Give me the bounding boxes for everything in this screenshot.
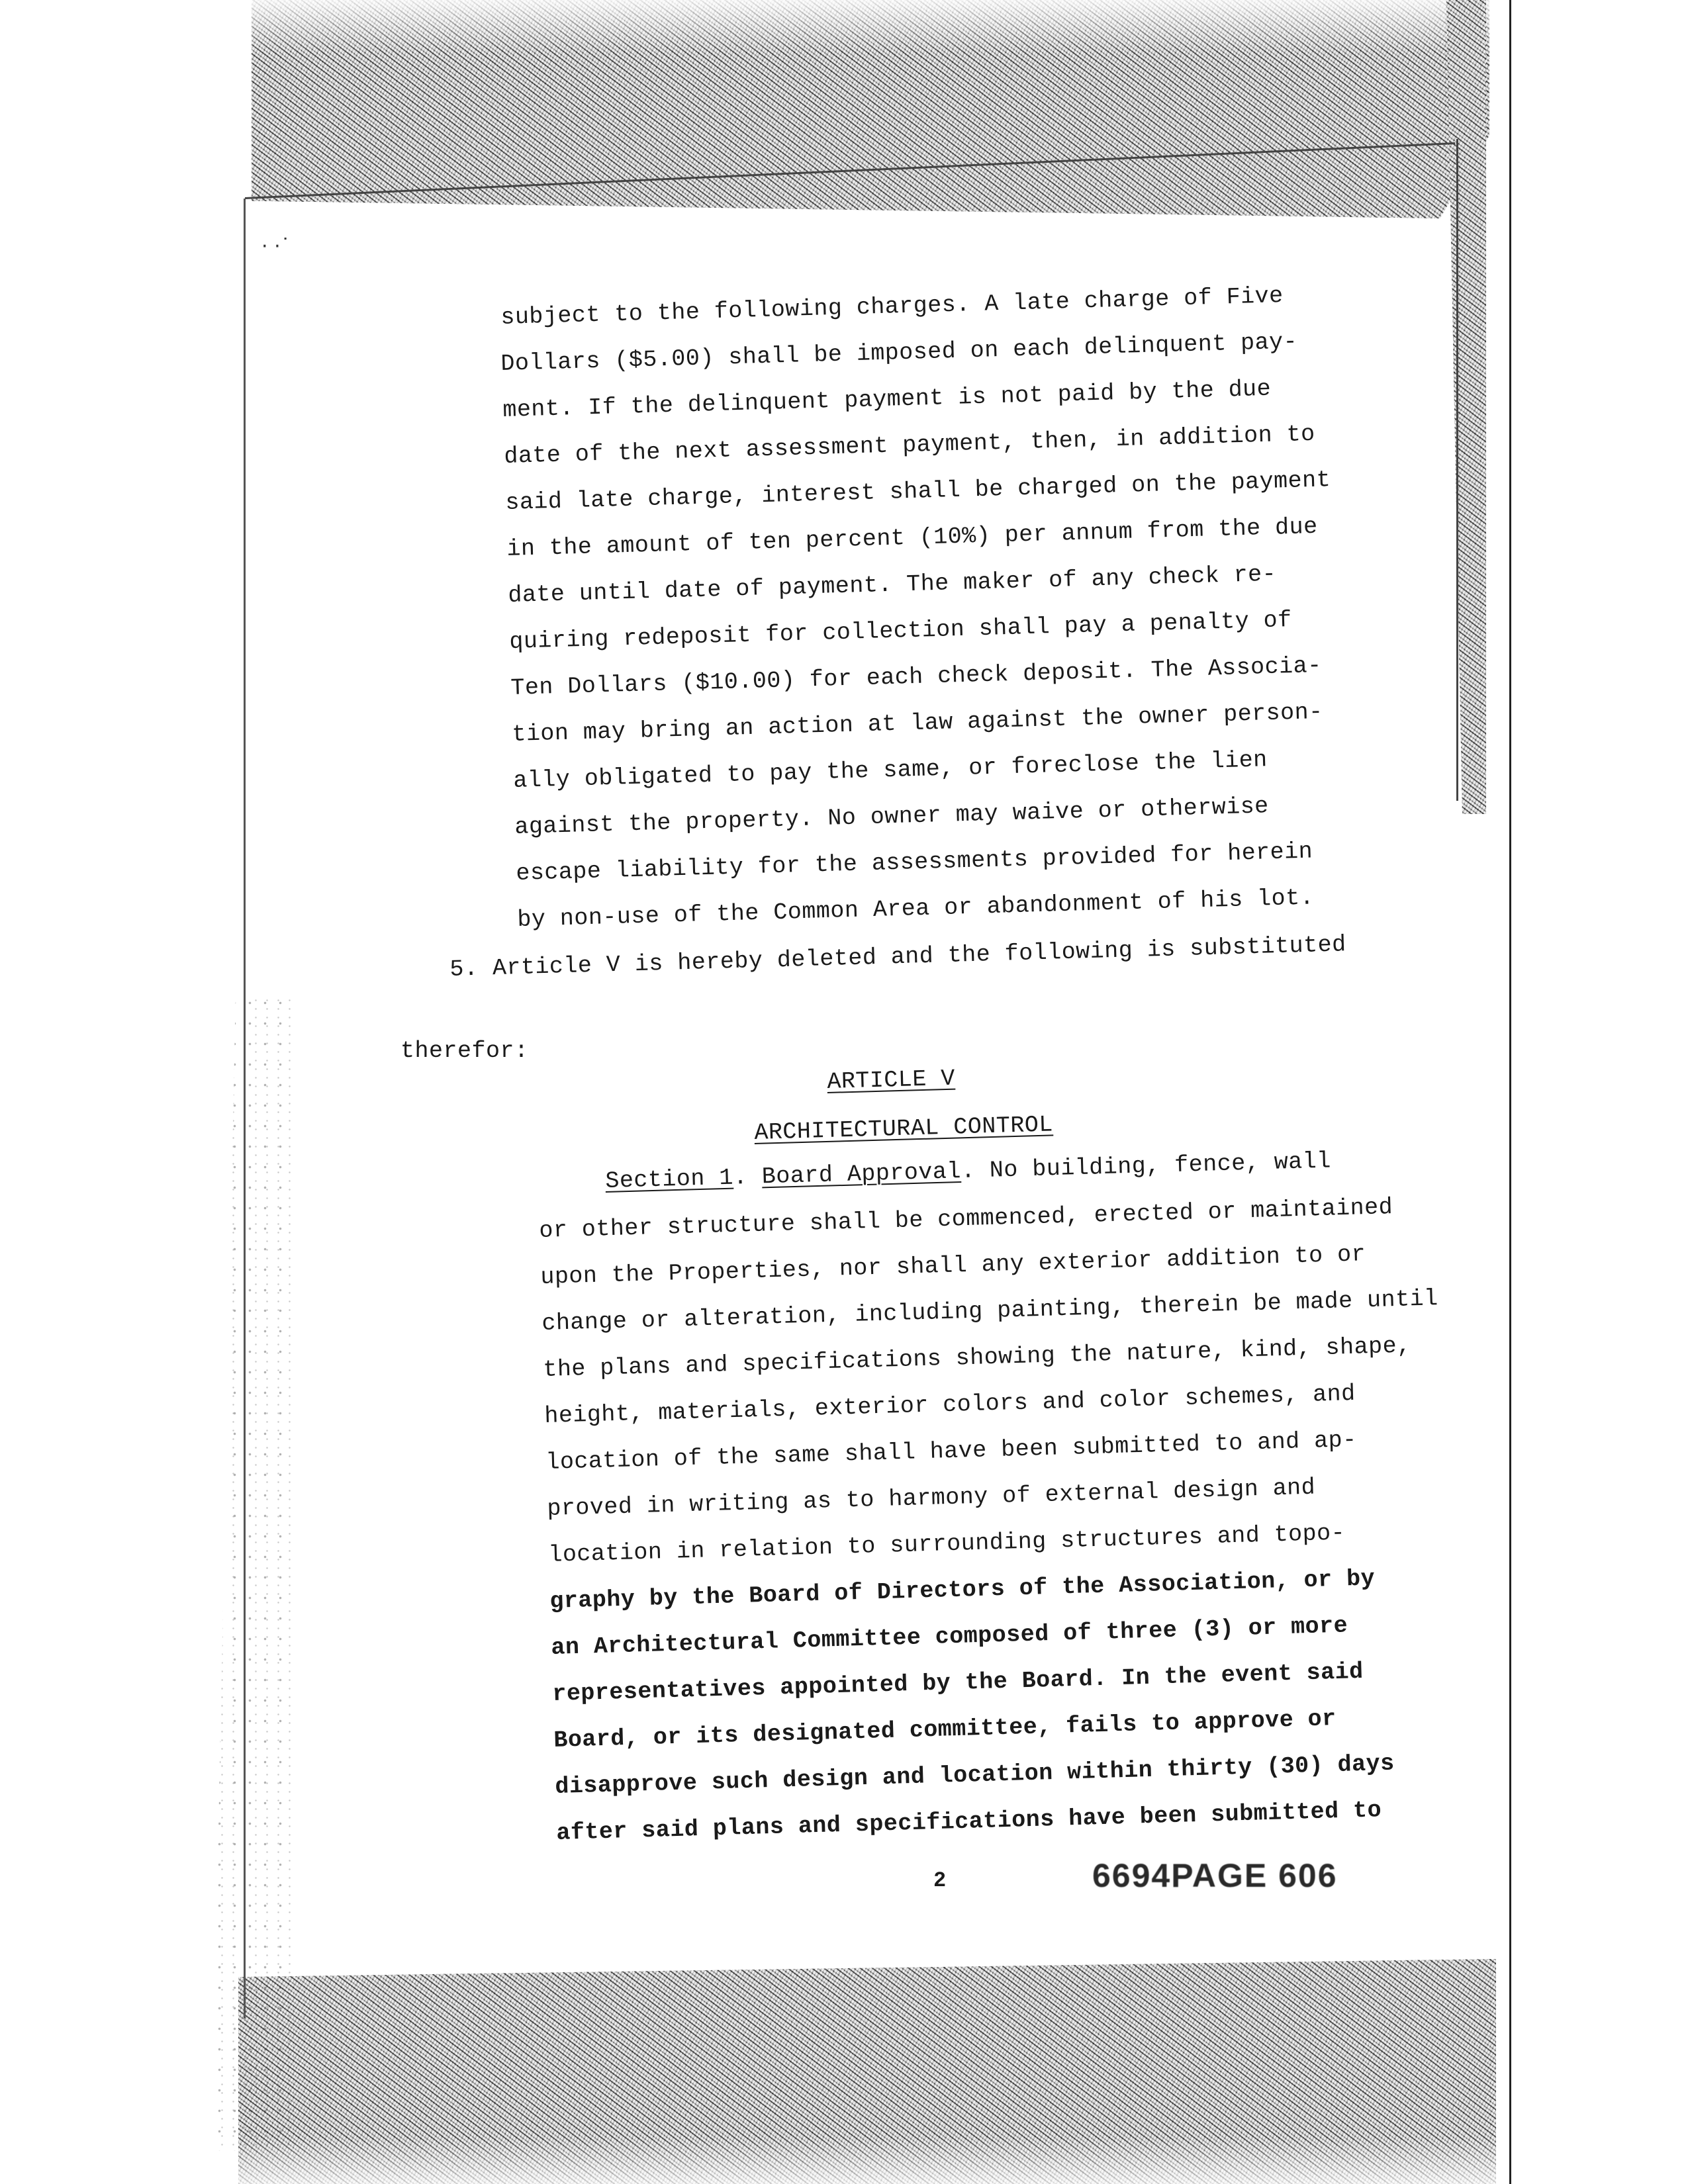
paragraph-line: ally obligated to pay the same, or foreclose the lien — [512, 747, 1268, 794]
page-number: 2 — [933, 1868, 947, 1893]
section-line: height, materials, exterior colors and color schemes, and — [543, 1380, 1356, 1430]
section-line: Board, or its designated committee, fails to approve or — [553, 1705, 1337, 1754]
section-line: upon the Properties, nor shall any exterior addition to or — [539, 1241, 1366, 1291]
section-line: graphy by the Board of Directors of the Association, or by — [549, 1565, 1376, 1615]
section-line: after said plans and specifications have been submitted to — [555, 1797, 1382, 1846]
sheet-edge-right — [1456, 139, 1458, 801]
paragraph-line: tion may bring an action at law against the owner person- — [511, 698, 1324, 748]
paragraph-line: Dollars ($5.00) shall be imposed on each delinquent pay- — [500, 328, 1298, 377]
paragraph-line: by non-use of the Common Area or abandonment of his lot. — [516, 884, 1315, 933]
paragraph-line: Ten Dollars ($10.00) for each check deposit. The Associa- — [510, 652, 1323, 702]
section-1-first-line: Section 1. Board Approval. No building, fence, wall — [604, 1148, 1332, 1195]
noise-fade-top — [252, 0, 1489, 53]
section-line: representatives appointed by the Board. In the event said — [551, 1658, 1364, 1707]
noise-fade-bottom — [238, 2138, 1496, 2184]
photocopy-specks-left — [212, 993, 291, 2151]
paragraph-line: quiring redeposit for collection shall pay a penalty of — [508, 606, 1293, 655]
sheet-edge-left — [244, 199, 246, 2019]
paragraph-line: against the property. No owner may waive or otherwise — [514, 793, 1270, 841]
section-title: Board Approval — [761, 1158, 962, 1191]
article-heading: ARTICLE V — [826, 1065, 956, 1095]
section-line: the plans and specifications showing the nature, kind, shape, — [542, 1332, 1412, 1383]
section-label: Section 1 — [604, 1164, 734, 1195]
section-line: proved in writing as to harmony of external design and — [546, 1474, 1316, 1522]
section-line: disapprove such design and location within thirty (30) days — [554, 1750, 1395, 1800]
item-number: 5. — [449, 955, 479, 983]
speck-mark: · ·˙ — [261, 235, 291, 258]
paragraph-line: ment. If the delinquent payment is not paid by the due — [502, 375, 1272, 424]
paragraph-line: date of the next assessment payment, then, in addition to — [503, 420, 1316, 470]
article-subheading: ARCHITECTURAL CONTROL — [753, 1111, 1054, 1146]
scan-edge-right — [1509, 0, 1511, 2184]
recording-stamp: 6694PAGE 606 — [1092, 1857, 1338, 1894]
section-line: location of the same shall have been submitted to and ap- — [545, 1426, 1358, 1476]
section-line: or other structure shall be commenced, erected or maintained — [538, 1193, 1393, 1244]
paragraph-line: escape liability for the assessments provided for herein — [515, 838, 1313, 887]
section-line: an Architectural Committee composed of three (3) or more — [550, 1612, 1348, 1661]
paragraph-line: subject to the following charges. A late charge of Five — [500, 282, 1284, 331]
section-line: location in relation to surrounding structures and topo- — [547, 1520, 1346, 1569]
paragraph-line: said late charge, interest shall be charged on the payment — [504, 467, 1331, 516]
section-line: change or alteration, including painting, therein be made until — [541, 1285, 1439, 1337]
paragraph-line: in the amount of ten percent (10%) per annum from the due — [506, 513, 1319, 563]
section-first-line-text: No building, fence, wall — [989, 1148, 1332, 1184]
paragraph-line: date until date of payment. The maker of any check re- — [507, 561, 1277, 609]
item-5 — [449, 931, 1346, 983]
item-5-continuation: therefor: — [400, 1038, 529, 1064]
photocopy-noise-right — [1446, 0, 1486, 814]
item-text: Article V is hereby deleted and the following is substituted — [492, 931, 1347, 982]
